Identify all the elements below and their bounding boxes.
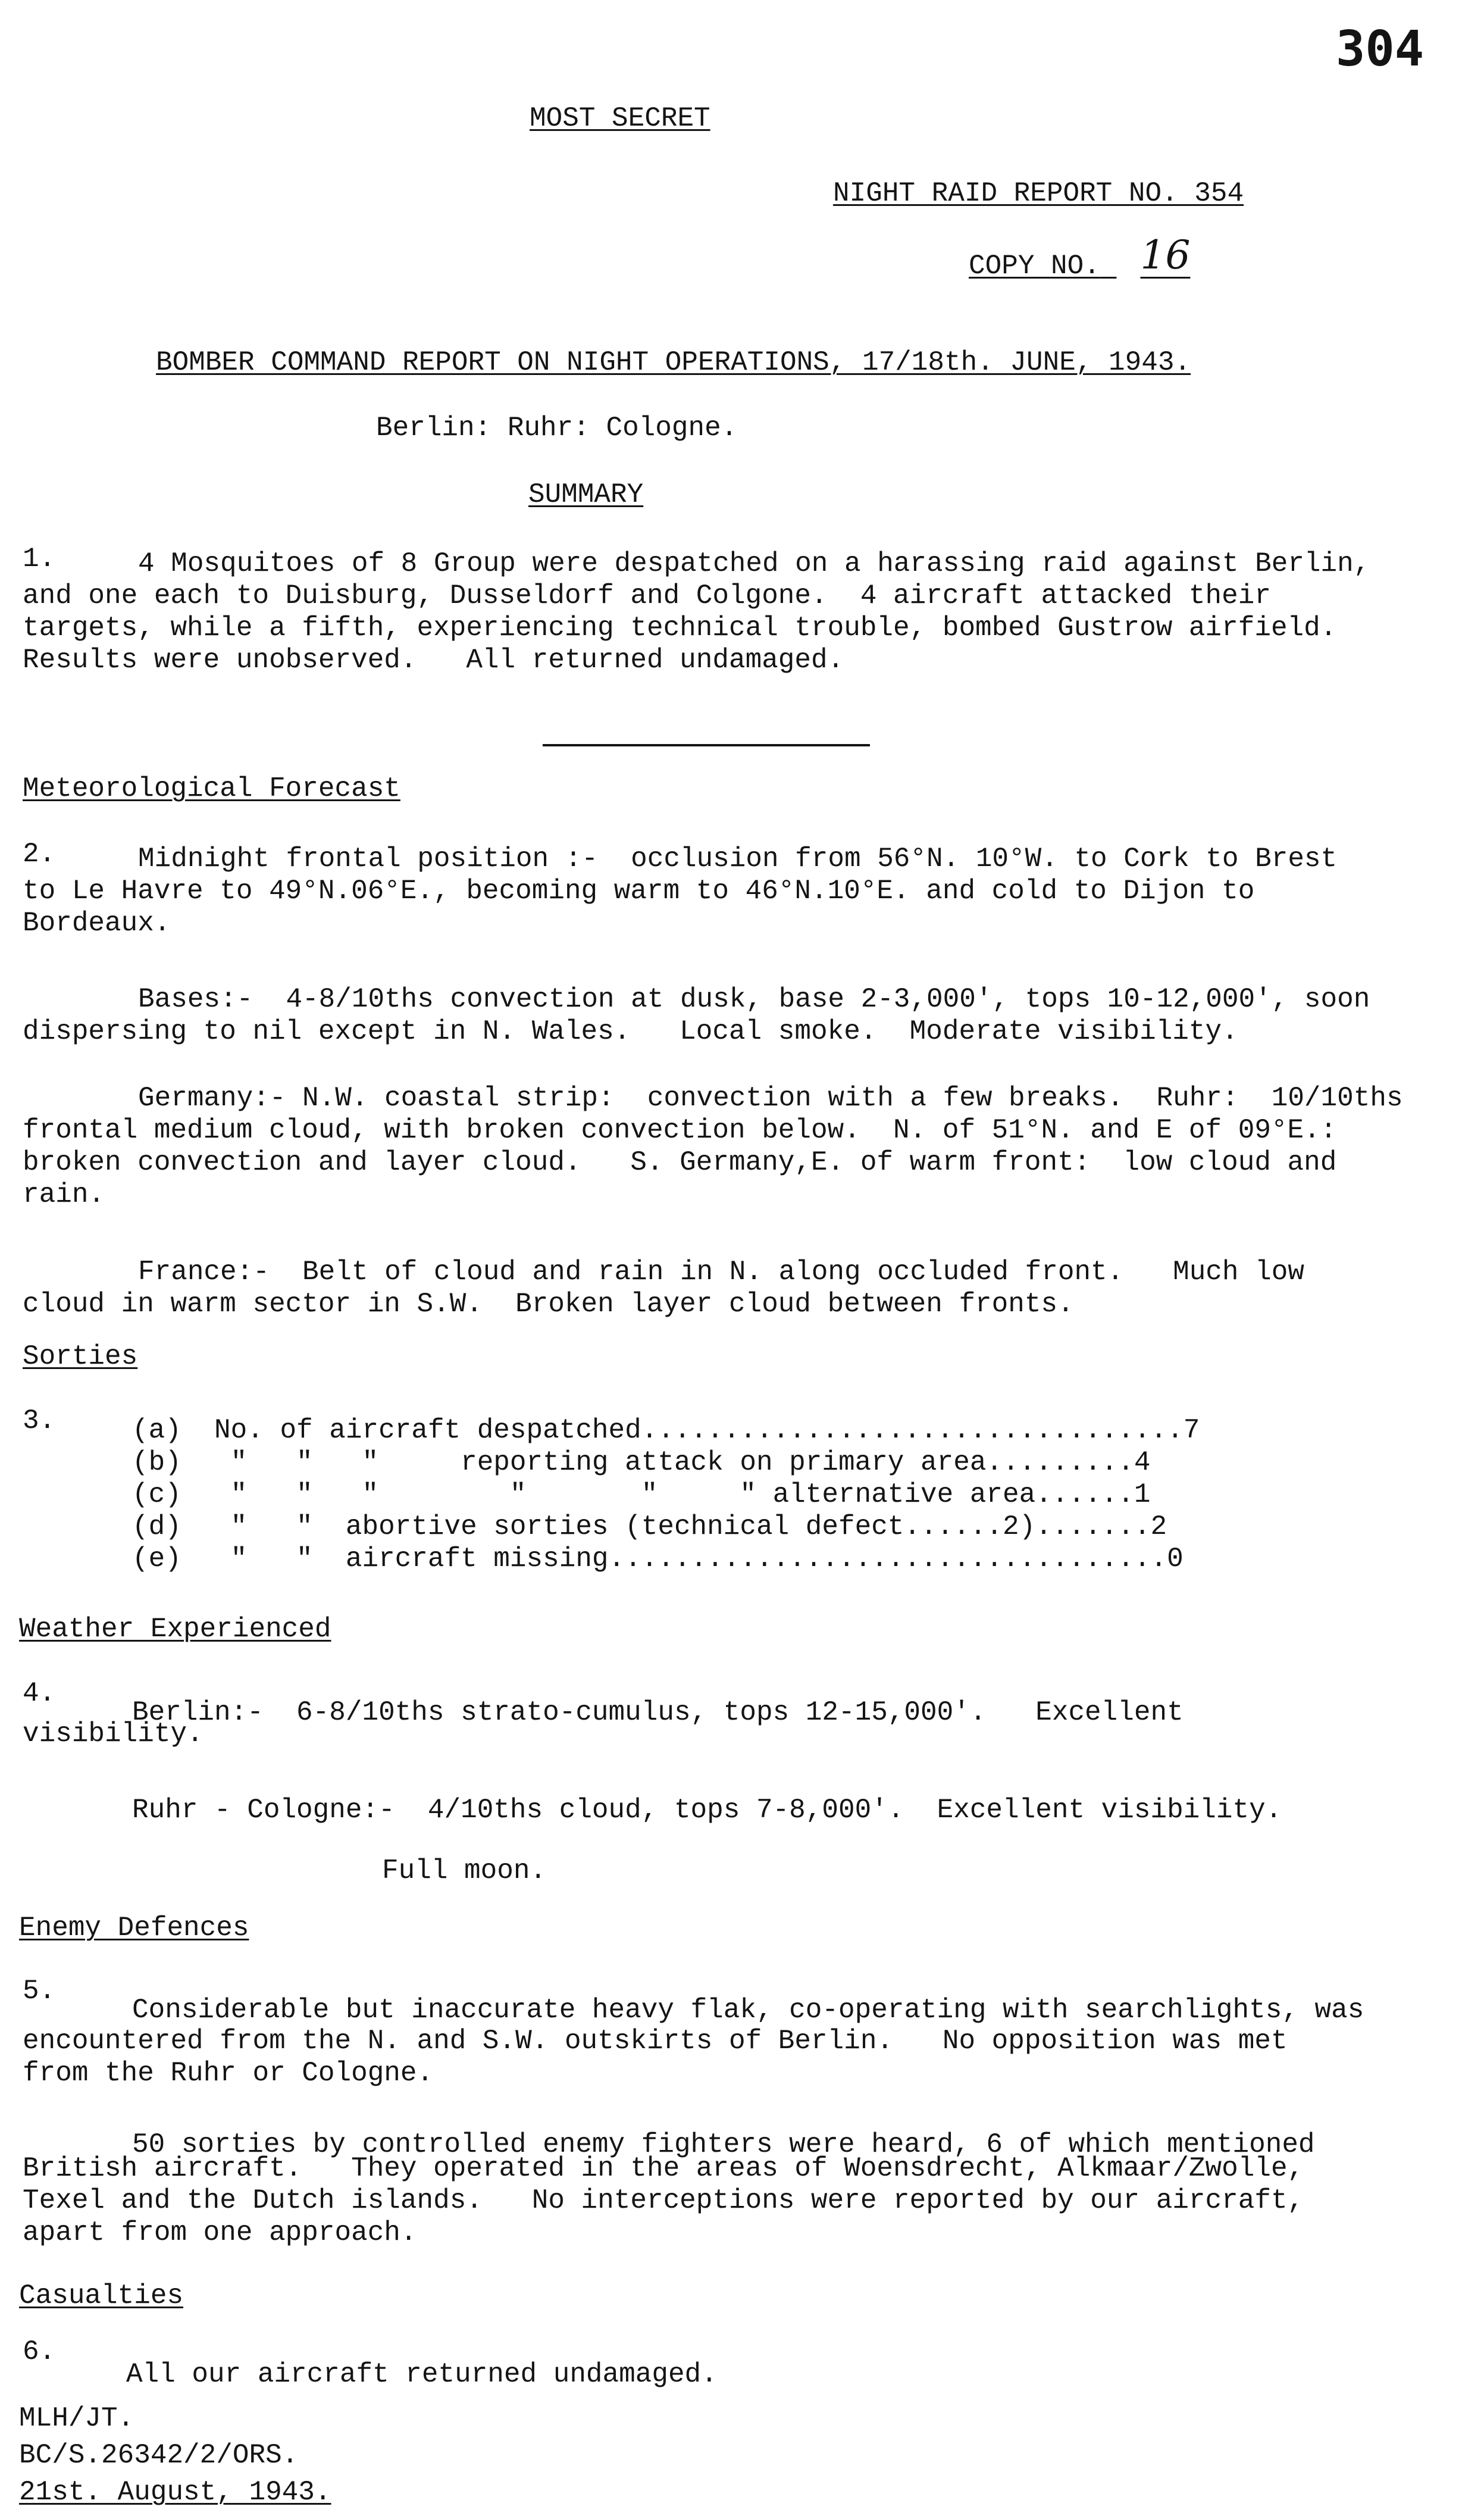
copy-number: 16 <box>1140 232 1191 278</box>
copy-number-line <box>969 232 1210 282</box>
bases-line-2: dispersing to nil except in N. Wales. Local smoke. Moderate visibility. <box>23 1016 1238 1047</box>
classification: MOST SECRET <box>530 103 710 134</box>
section-divider <box>543 744 870 746</box>
report-subtitle: Berlin: Ruhr: Cologne. <box>376 412 738 443</box>
sortie-row-e: (e) " " aircraft missing..................................0 <box>132 1543 1184 1574</box>
france-line-1: France:- Belt of cloud and rain in N. along occluded front. Much low <box>138 1257 1304 1287</box>
fighters-line-4: apart from one approach. <box>23 2217 417 2248</box>
report-number: NIGHT RAID REPORT NO. 354 <box>833 178 1244 209</box>
para-5-line-3: from the Ruhr or Cologne. <box>23 2058 434 2089</box>
sortie-row-a: (a) No. of aircraft despatched.................................7 <box>132 1415 1200 1446</box>
para-1-line-3: targets, while a fifth, experiencing technical trouble, bombed Gustrow airfield. <box>23 612 1337 643</box>
met-heading: Meteorological Forecast <box>23 773 400 804</box>
sorties-heading: Sorties <box>23 1341 138 1372</box>
fighters-line-2: British aircraft. They operated in the areas of Woensdrecht, Alkmaar/Zwolle, <box>23 2153 1304 2184</box>
para-1-line-2: and one each to Duisburg, Dusseldorf and Colgone. 4 aircraft attacked their <box>23 580 1271 611</box>
summary-heading: SUMMARY <box>528 479 644 510</box>
para-3-number: 3. <box>23 1405 56 1436</box>
sortie-row-d: (d) " " abortive sorties (technical defect......2).......2 <box>132 1511 1167 1542</box>
enemy-defences-heading: Enemy Defences <box>19 1912 249 1943</box>
germany-line-1: Germany:- N.W. coastal strip: convection with a few breaks. Ruhr: 10/10ths <box>138 1083 1403 1114</box>
footer-date: 21st. August, 1943. <box>19 2477 331 2508</box>
para-1-line-1: 4 Mosquitoes of 8 Group were despatched on a harassing raid against Berlin, <box>138 548 1370 579</box>
france-line-2: cloud in warm sector in S.W. Broken layer cloud between fronts. <box>23 1289 1074 1320</box>
page-number: 304 <box>1336 21 1424 77</box>
para-5-line-2: encountered from the N. and S.W. outskirts of Berlin. No opposition was met <box>23 2026 1288 2057</box>
fighters-line-1: 50 sorties by controlled enemy fighters were heard, 6 of which mentioned <box>132 2129 1315 2160</box>
fighters-line-3: Texel and the Dutch islands. No interceptions were reported by our aircraft, <box>23 2185 1304 2216</box>
para-4-number: 4. <box>23 1678 56 1709</box>
para-1-line-4: Results were unobserved. All returned undamaged. <box>23 645 844 676</box>
casualties-heading: Casualties <box>19 2280 184 2311</box>
para-2-line-1: Midnight frontal position :- occlusion from 56°N. 10°W. to Cork to Brest <box>138 843 1338 874</box>
germany-line-4: rain. <box>23 1179 105 1210</box>
para-4-line-2: visibility. <box>23 1718 203 1749</box>
bases-line-1: Bases:- 4-8/10ths convection at dusk, base 2-3,000', tops 10-12,000', soon <box>138 984 1370 1015</box>
para-2-number: 2. <box>23 839 56 870</box>
para-6-number: 6. <box>23 2336 56 2367</box>
para-5-line-1: Considerable but inaccurate heavy flak, co-operating with searchlights, was <box>132 1995 1364 2026</box>
para-2-line-3: Bordeaux. <box>23 908 171 939</box>
sortie-row-c: (c) " " " " " " alternative area......1 <box>132 1479 1151 1510</box>
para-1-number: 1. <box>23 543 56 574</box>
para-2-line-2: to Le Havre to 49°N.06°E., becoming warm to 46°N.10°E. and cold to Dijon to <box>23 876 1255 907</box>
ruhr-cologne-line: Ruhr - Cologne:- 4/10ths cloud, tops 7-8,000'. Excellent visibility. <box>132 1795 1282 1826</box>
para-5-number: 5. <box>23 1976 56 2007</box>
footer-initials: MLH/JT. <box>19 2403 134 2434</box>
germany-line-2: frontal medium cloud, with broken convection below. N. of 51°N. and E of 09°E.: <box>23 1115 1337 1146</box>
full-moon-line: Full moon. <box>382 1855 547 1886</box>
para-4-line-1: Berlin:- 6-8/10ths strato-cumulus, tops 12-15,000'. Excellent <box>132 1697 1184 1728</box>
germany-line-3: broken convection and layer cloud. S. Germany,E. of warm front: low cloud and <box>23 1147 1337 1178</box>
footer-reference: BC/S.26342/2/ORS. <box>19 2440 299 2471</box>
weather-heading: Weather Experienced <box>19 1614 331 1645</box>
para-6-line: All our aircraft returned undamaged. <box>126 2359 718 2390</box>
copy-label: COPY NO. <box>969 251 1100 282</box>
report-title: BOMBER COMMAND REPORT ON NIGHT OPERATIONS, 17/18th. JUNE, 1943. <box>156 347 1191 378</box>
sortie-row-b: (b) " " " reporting attack on primary area.........4 <box>132 1447 1151 1478</box>
